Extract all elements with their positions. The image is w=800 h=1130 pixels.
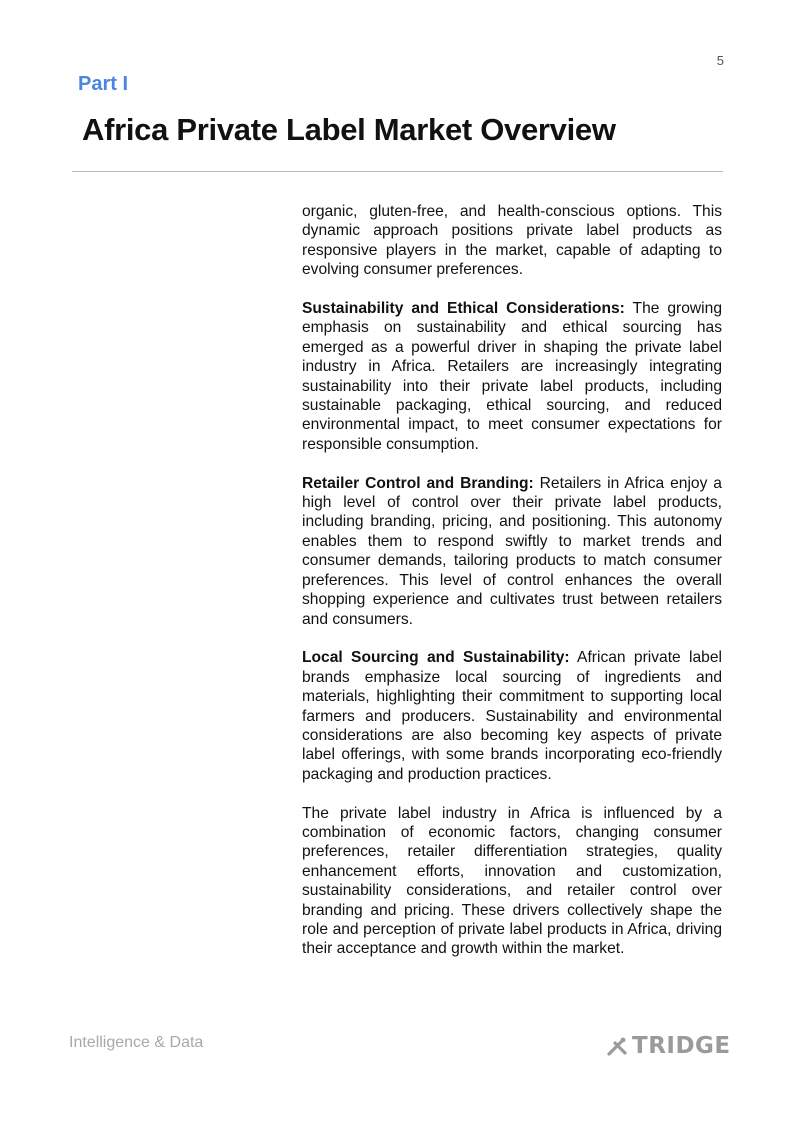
footer-tagline: Intelligence & Data [69, 1034, 204, 1051]
paragraph-text: African private label brands emphasize local sourcing of ingredients and materials, highlighting their commitment to supporting local farmers and producers. Sustainability and environmental considerations are also becoming key aspects of private label offerings, with some brands incorporating eco-friendly packaging and production practices. [302, 649, 722, 783]
part-label: Part I [78, 73, 129, 95]
paragraph-lead: Sustainability and Ethical Considerations: [302, 300, 625, 318]
paragraph-sustainability-ethics [302, 299, 722, 454]
paragraph-text: The growing emphasis on sustainability and ethical sourcing has emerged as a powerful driver in shaping the private label industry in Africa. Retailers are increasingly integrating sustainability into their private label products, including sustainable packaging, ethical sourcing, and reduced environmental impact, to meet consumer expectations for responsible consumption. [302, 300, 722, 453]
paragraph-intro-continuation [302, 202, 722, 280]
paragraph-text: Retailers in Africa enjoy a high level of control over their private label products, including branding, pricing, and positioning. This autonomy enables them to respond swiftly to market trends and consumer demands, tailoring products to match consumer preferences. This level of control enhances the overall shopping experience and cultivates trust between retailers and consumers. [302, 474, 722, 628]
paragraph-text: organic, gluten-free, and health-conscious options. This dynamic approach positions private label products as responsive players in the market, capable of adapting to evolving consumer preferences. [302, 203, 722, 279]
logo-text: TRIDGE [632, 1033, 731, 1059]
body-column [302, 202, 722, 978]
paragraph-lead: Local Sourcing and Sustainability: [302, 649, 570, 667]
tridge-logo-icon [606, 1035, 628, 1057]
page-number: 5 [716, 53, 724, 68]
tridge-logo [606, 1033, 731, 1059]
paragraph-summary [302, 804, 722, 959]
paragraph-lead: Retailer Control and Branding: [302, 474, 534, 492]
page-title: Africa Private Label Market Overview [82, 112, 616, 147]
paragraph-local-sourcing [302, 648, 722, 784]
paragraph-text: The private label industry in Africa is influenced by a combination of economic factors, changing consumer preferences, retailer differentiation strategies, quality enhancement efforts, innovation and customization, sustainability considerations, and retailer control over branding and pricing. These drivers collectively shape the role and perception of private label products in Africa, driving their acceptance and growth within the market. [302, 804, 722, 958]
paragraph-retailer-control [302, 474, 722, 629]
title-divider [72, 171, 723, 172]
